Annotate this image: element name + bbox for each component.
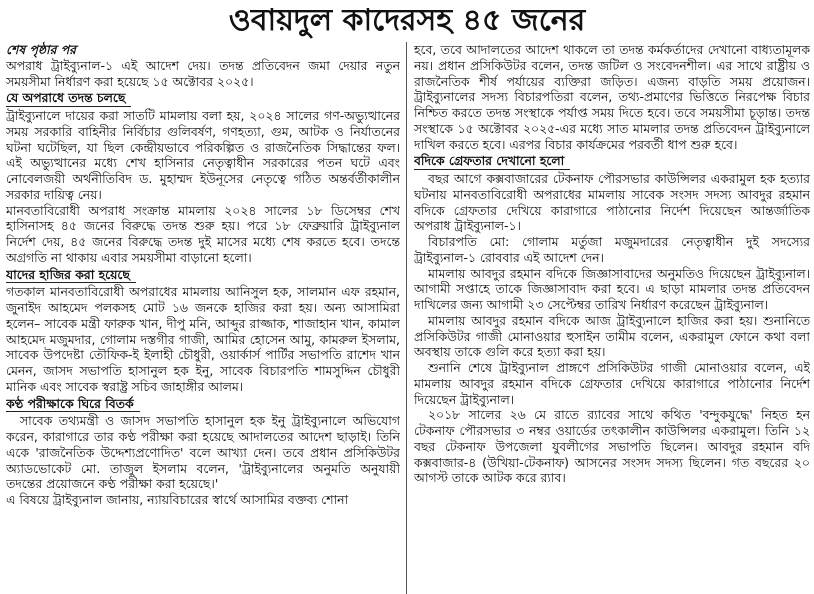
subheading: যে অপরাধে তদন্ত চলছে xyxy=(6,90,131,107)
right-column xyxy=(414,42,810,594)
subheading: যাদের হাজির করা হয়েছে xyxy=(6,267,136,284)
paragraph: ট্রাইব্যুনালে দায়ের করা সাতটি মামলায় বলা হয়, ২০২৪ সালের গণ-অভ্যুত্থানের সময় সরকারি বাহিনীর নির্বিচার গুলিবর্ষণ, গণহত্যা, গুম, আটক ও নির্যাতনের ঘটনা ঘটেছিল, যা ছিল কেন্দ্রীয়ভাবে পরিকল্পিত ও রাজনৈতিক সিদ্ধান্তের ফল। এই অভ্যুত্থানের মধ্যে শেখ হাসিনার নেতৃত্বাধীন সরকারের পতন ঘটে এবং নোবেলজয়ী অর্থনীতিবিদ ড. মুহাম্মদ ইউনূসের নেতৃত্বে গঠিত অন্তর্বর্তীকালীন সরকার দায়িত্ব নেয়। xyxy=(6,108,400,202)
paragraph: সাবেক তথ্যমন্ত্রী ও জাসদ সভাপতি হাসানুল হক ইনু ট্রাইব্যুনালে অভিযোগ করেন, কারাগারে তার কণ্ঠ পরীক্ষা করা হয়েছে আদালতের আদেশ ছাড়াই। তিনি একে 'রাজনৈতিক উদ্দেশ্যপ্রণোদিত' বলে আখ্যা দেন। তবে প্রধান প্রসিকিউটর অ্যাডভোকেট মো. তাজুল ইসলাম বলেন, 'ট্রাইব্যুনালের অনুমতি অনুযায়ী তদন্তের প্রয়োজনে কণ্ঠ পরীক্ষা করা হয়েছে।' xyxy=(6,413,400,492)
paragraph: এ বিষয়ে ট্রাইব্যুনাল জানায়, ন্যায়বিচারের স্বার্থে আসামির বক্তব্য শোনা xyxy=(6,492,349,507)
subheading: কণ্ঠ পরীক্ষাকে ঘিরে বিতর্ক xyxy=(6,396,140,413)
paragraph: অপরাধ ট্রাইব্যুনাল-১ এই আদেশ দেয়। তদন্ত প্রতিবেদন জমা দেয়ার নতুন সময়সীমা নির্ধারণ করা হয়েছে ১৫ অক্টোবর ২০২৫। xyxy=(6,57,400,89)
paragraph: শুনানি শেষে ট্রাইব্যুনাল প্রাঙ্গণে প্রসিকিউটর গাজী মোনাওয়ার বলেন, এই মামলায় আবদুর রহমান বদিকে গ্রেফতার দেখিয়ে কারাগারে পাঠানোর নির্দেশ দিয়েছেন ট্রাইব্যুনাল। xyxy=(414,360,810,407)
paragraph: মামলায় আবদুর রহমান বদিকে জিজ্ঞাসাবাদের অনুমতিও দিয়েছেন ট্রাইব্যুনাল। আগামী সপ্তাহে তাকে জিজ্ঞাসাবাদ করা হবে। এ ছাড়া মামলার তদন্ত প্রতিবেদন দাখিলের জন্য আগামী ২৩ সেপ্টেম্বর তারিখ নির্ধারণ করেছেন ট্রাইব্যুনাল। xyxy=(414,265,810,312)
subheading: বদিকে গ্রেফতার দেখানো হলো xyxy=(414,153,570,170)
column-divider xyxy=(406,42,407,594)
paragraph: বছর আগে কক্সবাজারের টেকনাফ পৌরসভার কাউন্সিলর একরামুল হক হত্যার ঘটনায় মানবতাবিরোধী অপরাধের মামলায় সাবেক সংসদ সদস্য আবদুর রহমান বদিকে গ্রেফতার দেখিয়ে কারাগারে পাঠানোর নির্দেশ দিয়েছেন আন্তর্জাতিক অপরাধ ট্রাইব্যুনাল-১। xyxy=(414,171,810,234)
paragraph: বিচারপতি মো: গোলাম মর্তুজা মজুমদারের নেতৃত্বাধীন দুই সদস্যের ট্রাইব্যুনাল-১ রোববার এই আদেশ দেন। xyxy=(414,234,810,265)
paragraph: ২০১৮ সালের ২৬ মে রাতে র‍্যাবের সাথে কথিত 'বন্দুকযুদ্ধে' নিহত হন টেকনাফ পৌরসভার ৩ নম্বর ওয়ার্ডের তৎকালীন কাউন্সিলর একরামুল। তিনি ১২ বছর টেকনাফ উপজেলা যুবলীগের সভাপতি ছিলেন। আবদুর রহমান বদি কক্সবাজার-৪ (উখিয়া-টেকনাফ) আসনের সংসদ সদস্য ছিলেন। গত বছরের ২০ আগস্ট তাকে আটক করে র‍্যাব। xyxy=(414,407,810,486)
paragraph: মামলায় আবদুর রহমান বদিকে আজ ট্রাইব্যুনালে হাজির করা হয়। শুনানিতে প্রসিকিউটর গাজী মোনাওয়ার হুসাইন তামীম বলেন, একরামুল ফোনে কথা বলা অবস্থায় তাকে গুলি করে হত্যা করা হয়। xyxy=(414,312,810,360)
paragraph: মানবতাবিরোধী অপরাধ সংক্রান্ত মামলায় ২০২৪ সালের ১৮ ডিসেম্বর শেখ হাসিনাসহ ৪৫ জনের বিরুদ্ধে তদন্ত শুরু হয়। পরে ১৮ ফেব্রুয়ারি ট্রাইব্যুনাল নির্দেশ দেয়, ৪৫ জনের বিরুদ্ধে তদন্ত দুই মাসের মধ্যে শেষ করতে হবে। তদন্তে অগ্রগতি না থাকায় এবার সময়সীমা বাড়ানো হলো। xyxy=(6,202,400,265)
headline: ওবায়দুল কাদেরসহ ৪৫ জনের xyxy=(228,3,586,38)
left-column xyxy=(6,42,400,594)
jump-kicker: শেষ পৃষ্ঠার পর xyxy=(6,42,76,57)
paragraph: হবে, তবে আদালতের আদেশ থাকলে তা তদন্ত কর্মকর্তাদের দেখানো বাধ্যতামূলক নয়। প্রধান প্রসিকিউটর বলেন, তদন্ত জটিল ও সংবেদনশীল। এর সাথে রাষ্ট্রীয় ও রাজনৈতিক শীর্ষ পর্যায়ের ব্যক্তিরা জড়িত। এজন্য বাড়তি সময় প্রয়োজন। ট্রাইব্যুনালের সদস্য বিচারপতিরা বলেন, তথ্য-প্রমাণের ভিত্তিতে নিরপেক্ষ বিচার নিশ্চিত করতে তদন্ত সংস্থাকে পর্যাপ্ত সময় দিতে হবে। তবে সময়সীমা চূড়ান্ত। তদন্ত সংস্থাকে ১৫ অক্টোবর ২০২৫-এর মধ্যে সাত মামলার তদন্ত প্রতিবেদন ট্রাইব্যুনালে দাখিল করতে হবে। এরপর বিচার কার্যক্রমের পরবর্তী ধাপ শুরু হবে। xyxy=(414,42,810,152)
paragraph: গতকাল মানবতাবিরোধী অপরাধের মামলায় আনিসুল হক, সালমান এফ রহমান, জুনাইদ আহমেদ পলকসহ মোট ১৬ জনকে হাজির করা হয়। অন্য আসামিরা হলেন– সাবেক মন্ত্রী ফারুক খান, দীপু মনি, আব্দুর রাজ্জাক, শাজাহান খান, কামাল আহমেদ মজুমদার, গোলাম দস্তগীর গাজী, আমির হোসেন আমু, কামরুল ইসলাম, সাবেক উপদেষ্টা তৌফিক-ই ইলাহী চৌধুরী, ওয়ার্কার্স পার্টির সভাপতি রাশেদ খান মেনন, জাসদ সভাপতি হাসানুল হক ইনু, সাবেক বিচারপতি শামসুদ্দিন চৌধুরী মানিক এবং সাবেক স্বরাষ্ট্র সচিব জাহাঙ্গীর আলম। xyxy=(6,284,400,394)
